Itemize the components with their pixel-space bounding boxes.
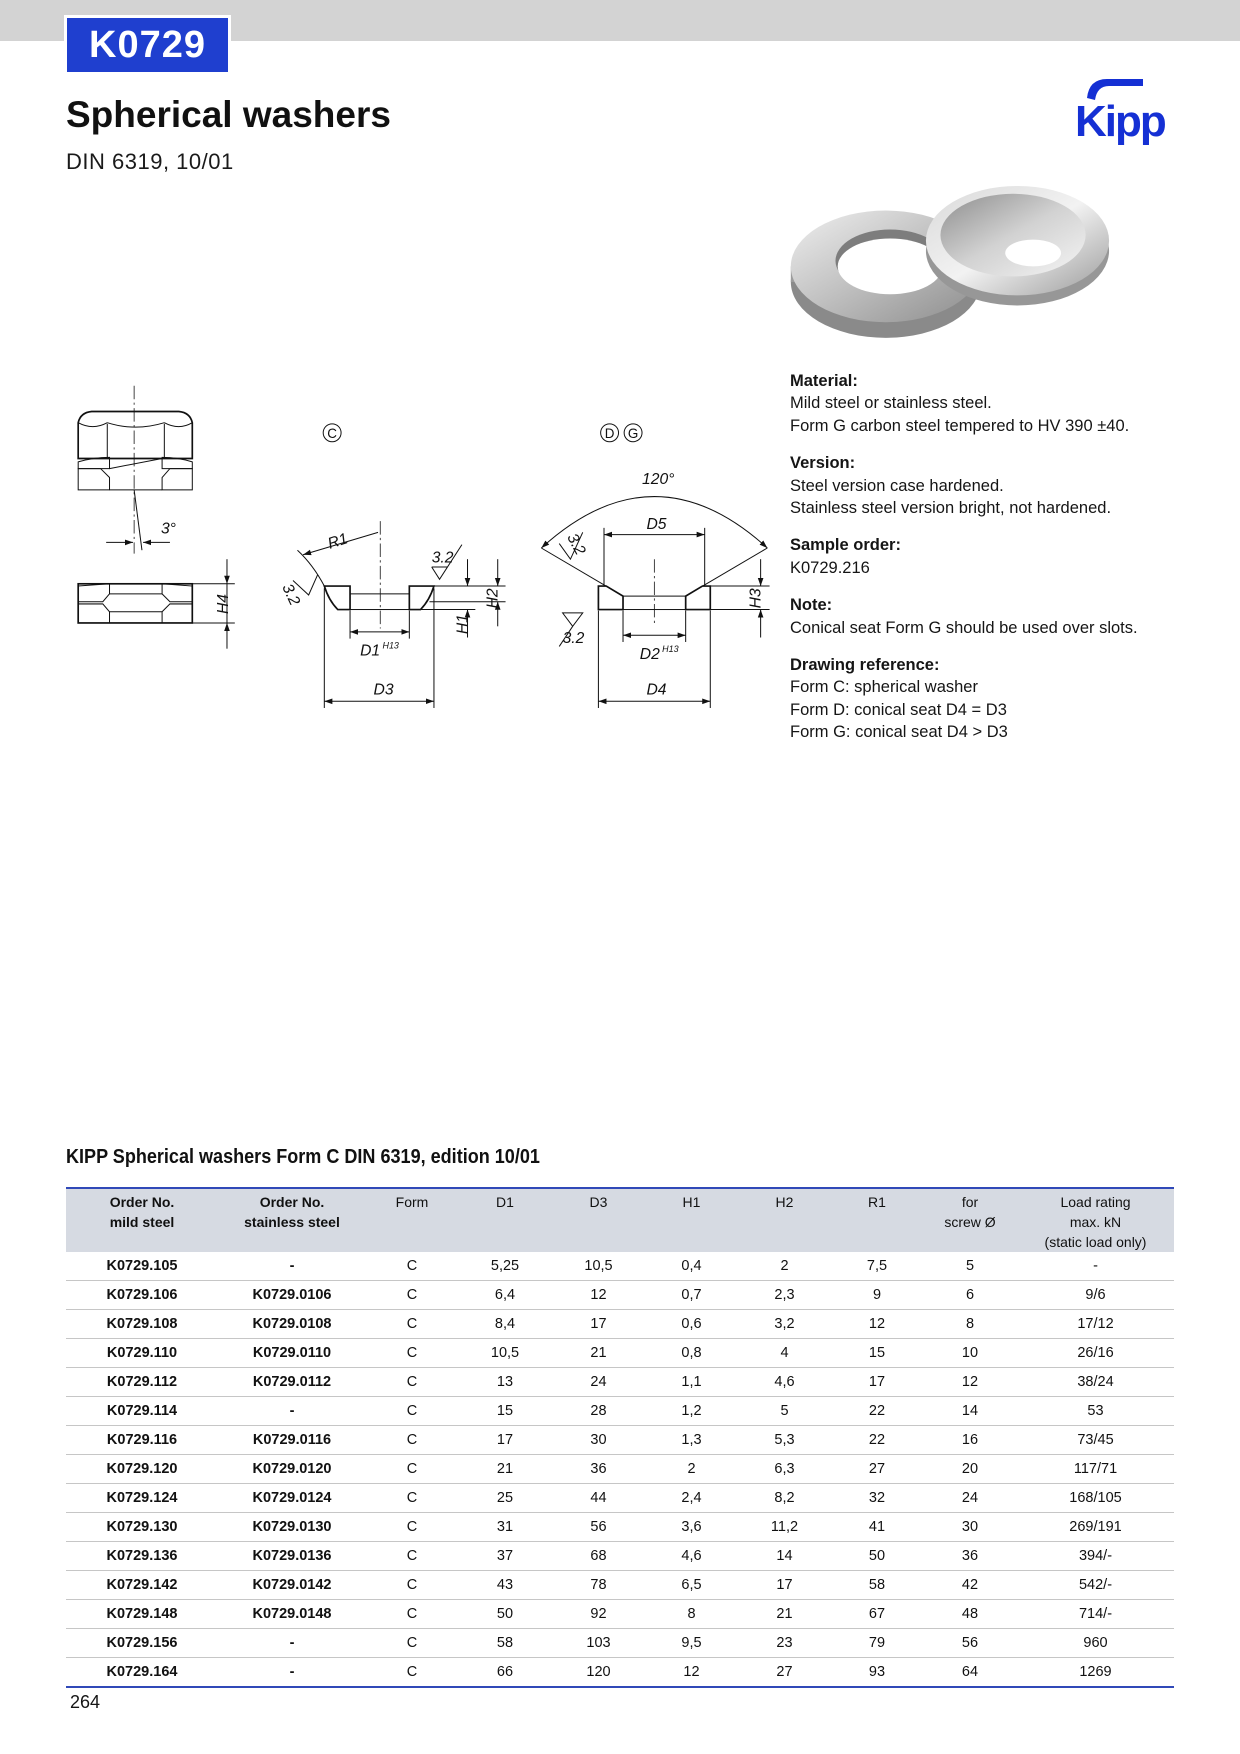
cell-order-no-stainless-steel: K0729.0142 <box>218 1571 366 1600</box>
col-header-d1 <box>458 1188 552 1252</box>
cell-d1: 66 <box>458 1658 552 1688</box>
col-header-order-no-stainless-steel <box>218 1188 366 1252</box>
cell-order-no-stainless-steel: K0729.0108 <box>218 1310 366 1339</box>
header-line: Load rating <box>1060 1194 1131 1210</box>
form-d-section-right <box>686 586 711 609</box>
d4-label: D4 <box>646 681 667 699</box>
table-row <box>66 1600 1174 1629</box>
cell-order-no-stainless-steel: - <box>289 1258 295 1274</box>
cell-h1: 12 <box>645 1658 738 1688</box>
header-line: D3 <box>589 1194 608 1210</box>
form-g-marker: G <box>627 425 639 441</box>
cell-order-no-mild-steel: K0729.136 <box>66 1542 218 1571</box>
cell-order-no-stainless-steel: K0729.0110 <box>218 1339 366 1368</box>
spec-line: Steel version case hardened. <box>790 476 1004 495</box>
spec-line: Conical seat Form G should be used over slots. <box>790 618 1138 637</box>
page-title: Spherical washers <box>66 94 391 135</box>
cell-d3: 44 <box>552 1484 645 1513</box>
washer-pair-section <box>78 584 192 623</box>
cell-h1: 3,6 <box>645 1513 738 1542</box>
cell-screw-size: 30 <box>923 1513 1017 1542</box>
cell-order-no-mild-steel: K0729.110 <box>66 1339 218 1368</box>
cell-order-no-stainless-steel: - <box>218 1658 366 1688</box>
table-row <box>66 1426 1174 1455</box>
cell-order-no-mild-steel: K0729.156 <box>66 1629 218 1658</box>
cell-d3: 30 <box>552 1426 645 1455</box>
cell-d1: 5,25 <box>490 1258 520 1274</box>
form-d-g-drawing <box>541 424 769 708</box>
cell-load-rating: 9/6 <box>1017 1281 1174 1310</box>
cell-h2: 5 <box>738 1397 831 1426</box>
cell-h2: 6,3 <box>738 1455 831 1484</box>
cell-form: C <box>366 1397 458 1426</box>
cell-r1: 7,5 <box>866 1258 888 1274</box>
form-c-drawing <box>278 424 505 708</box>
cell-h2: 17 <box>738 1571 831 1600</box>
cell-h2: 21 <box>738 1600 831 1629</box>
cell-order-no-mild-steel: K0729.105 <box>106 1258 178 1274</box>
cell-d3: 12 <box>552 1281 645 1310</box>
table-row <box>66 1339 1174 1368</box>
form-c-section-left <box>324 586 350 609</box>
cell-load-rating: 168/105 <box>1017 1484 1174 1513</box>
col-header-d3 <box>552 1188 645 1252</box>
tilt-angle-label: 3° <box>160 520 176 538</box>
cell-r1: 9 <box>831 1281 923 1310</box>
col-header-screw-size <box>923 1188 1017 1252</box>
col-header-r1 <box>831 1188 923 1252</box>
cell-order-no-mild-steel: K0729.124 <box>66 1484 218 1513</box>
technical-drawing <box>67 380 783 716</box>
cell-r1: 79 <box>831 1629 923 1658</box>
cell-h1: 4,6 <box>645 1542 738 1571</box>
cell-r1: 41 <box>831 1513 923 1542</box>
col-header-h1 <box>645 1188 738 1252</box>
d2-label: D2 <box>639 645 660 663</box>
header-line: H1 <box>682 1194 701 1210</box>
cell-d1: 37 <box>458 1542 552 1571</box>
header-line: max. kN <box>1069 1214 1122 1230</box>
header-line: Order No. <box>259 1194 325 1210</box>
roughness-label-cone: 3.2 <box>563 530 589 558</box>
col-header-load-rating <box>1017 1188 1174 1252</box>
cell-r1: 22 <box>831 1397 923 1426</box>
spec-heading: Drawing reference: <box>790 656 940 675</box>
cell-load-rating: 117/71 <box>1017 1455 1174 1484</box>
d3-label: D3 <box>373 681 394 699</box>
cell-form: C <box>366 1600 458 1629</box>
kipp-logo <box>1073 74 1185 158</box>
form-d-section-left <box>598 586 623 609</box>
cell-screw-size: 5 <box>965 1258 975 1274</box>
cell-order-no-mild-steel: K0729.114 <box>66 1397 218 1426</box>
header-line: (static load only) <box>1044 1234 1147 1250</box>
roughness-label-bottom: 3.2 <box>562 630 585 648</box>
cell-d1: 25 <box>458 1484 552 1513</box>
table-row <box>66 1252 1174 1281</box>
cell-order-no-stainless-steel: K0729.0130 <box>218 1513 366 1542</box>
cell-h2: 2 <box>780 1258 789 1274</box>
cell-d1: 13 <box>458 1368 552 1397</box>
spec-note <box>790 594 1220 639</box>
spec-heading: Note: <box>790 596 833 615</box>
cell-order-no-mild-steel: K0729.148 <box>66 1600 218 1629</box>
cell-order-no-stainless-steel: K0729.0120 <box>218 1455 366 1484</box>
header-line: D1 <box>496 1194 514 1210</box>
cell-order-no-mild-steel: K0729.164 <box>66 1658 218 1688</box>
cell-r1: 17 <box>831 1368 923 1397</box>
cell-h2: 23 <box>738 1629 831 1658</box>
r1-label: R1 <box>325 530 351 553</box>
page-number: 264 <box>70 1692 101 1712</box>
header-line: Order No. <box>109 1194 175 1210</box>
cell-d3: 78 <box>552 1571 645 1600</box>
cell-h2: 27 <box>738 1658 831 1688</box>
conical-seat-section <box>78 469 109 490</box>
cell-order-no-mild-steel: K0729.130 <box>66 1513 218 1542</box>
form-c-marker: C <box>327 425 337 441</box>
table-row <box>66 1397 1174 1426</box>
cell-r1: 32 <box>831 1484 923 1513</box>
cell-d1: 50 <box>458 1600 552 1629</box>
spec-material <box>790 370 1220 437</box>
cell-form: C <box>366 1368 458 1397</box>
cell-load-rating: 73/45 <box>1017 1426 1174 1455</box>
d1-label: D1 <box>360 642 381 660</box>
cell-d3: 10,5 <box>584 1258 613 1274</box>
cell-d3: 56 <box>552 1513 645 1542</box>
cell-d1: 15 <box>458 1397 552 1426</box>
cell-d3: 17 <box>552 1310 645 1339</box>
cell-r1: 22 <box>831 1426 923 1455</box>
d1-tolerance: H13 <box>382 640 399 651</box>
cell-form: C <box>366 1484 458 1513</box>
cell-d1: 17 <box>458 1426 552 1455</box>
spec-drawing-reference <box>790 654 1220 744</box>
cell-h2: 5,3 <box>738 1426 831 1455</box>
table-row <box>66 1455 1174 1484</box>
cell-d3: 36 <box>552 1455 645 1484</box>
cell-r1: 58 <box>831 1571 923 1600</box>
cell-r1: 67 <box>831 1600 923 1629</box>
cell-d3: 68 <box>552 1542 645 1571</box>
table-row <box>66 1310 1174 1339</box>
table-row <box>66 1484 1174 1513</box>
header-line: screw Ø <box>944 1214 996 1230</box>
cell-order-no-stainless-steel: - <box>218 1629 366 1658</box>
cell-load-rating: 714/- <box>1017 1600 1174 1629</box>
col-header-h2 <box>738 1188 831 1252</box>
cell-r1: 27 <box>831 1455 923 1484</box>
nut-assembly-view <box>78 386 235 649</box>
cell-load-rating: - <box>1093 1258 1098 1274</box>
standard-reference: DIN 6319, 10/01 <box>66 149 234 174</box>
cell-order-no-stainless-steel: K0729.0106 <box>218 1281 366 1310</box>
table-row <box>66 1368 1174 1397</box>
spec-line: Mild steel or stainless steel. <box>790 394 992 413</box>
cell-d3: 21 <box>552 1339 645 1368</box>
d5-label: D5 <box>646 515 667 533</box>
cell-screw-size: 48 <box>923 1600 1017 1629</box>
cell-d1: 58 <box>458 1629 552 1658</box>
cell-screw-size: 6 <box>923 1281 1017 1310</box>
header-line: stainless steel <box>244 1214 340 1230</box>
cell-screw-size: 20 <box>923 1455 1017 1484</box>
spec-heading: Sample order: <box>790 536 901 555</box>
cell-screw-size: 12 <box>923 1368 1017 1397</box>
cell-order-no-mild-steel: K0729.116 <box>66 1426 218 1455</box>
cell-screw-size: 36 <box>923 1542 1017 1571</box>
h4-label: H4 <box>215 593 233 615</box>
spec-heading: Material: <box>790 372 858 390</box>
cell-h1: 6,5 <box>645 1571 738 1600</box>
h2-label: H2 <box>484 588 502 609</box>
cell-h1: 8 <box>645 1600 738 1629</box>
cell-load-rating: 17/12 <box>1017 1310 1174 1339</box>
cell-screw-size: 24 <box>923 1484 1017 1513</box>
cell-screw-size: 42 <box>923 1571 1017 1600</box>
cell-order-no-mild-steel: K0729.106 <box>66 1281 218 1310</box>
cell-order-no-stainless-steel: K0729.0124 <box>218 1484 366 1513</box>
cell-load-rating: 26/16 <box>1017 1339 1174 1368</box>
cell-d3: 120 <box>552 1658 645 1688</box>
table-row <box>66 1658 1174 1688</box>
cone-angle-label: 120° <box>642 471 675 489</box>
cell-form: C <box>366 1542 458 1571</box>
roughness-label-top: 3.2 <box>431 549 454 567</box>
table-row <box>66 1513 1174 1542</box>
cell-h1: 1,1 <box>645 1368 738 1397</box>
cell-load-rating: 542/- <box>1017 1571 1174 1600</box>
cell-form: C <box>366 1310 458 1339</box>
cell-screw-size: 56 <box>923 1629 1017 1658</box>
cell-form: C <box>366 1426 458 1455</box>
cell-d3: 28 <box>552 1397 645 1426</box>
h1-label: H1 <box>454 614 472 635</box>
spec-line: Form G carbon steel tempered to HV 390 ±40. <box>790 416 1130 435</box>
cell-order-no-mild-steel: K0729.120 <box>66 1455 218 1484</box>
cell-d1: 6,4 <box>458 1281 552 1310</box>
cell-h2: 4,6 <box>738 1368 831 1397</box>
cell-d1: 21 <box>458 1455 552 1484</box>
product-table <box>66 1187 1174 1688</box>
header-line: R1 <box>868 1194 886 1210</box>
col-header-order-no-mild-steel <box>66 1188 218 1252</box>
cell-order-no-stainless-steel: K0729.0112 <box>218 1368 366 1397</box>
cell-d1: 10,5 <box>458 1339 552 1368</box>
cell-form: C <box>366 1629 458 1658</box>
cell-screw-size: 16 <box>923 1426 1017 1455</box>
cell-order-no-stainless-steel: K0729.0116 <box>218 1426 366 1455</box>
cell-h1: 9,5 <box>645 1629 738 1658</box>
cell-order-no-stainless-steel: - <box>218 1397 366 1426</box>
cell-order-no-mild-steel: K0729.108 <box>66 1310 218 1339</box>
logo-text: Kipp <box>1075 97 1165 146</box>
cell-d3: 24 <box>552 1368 645 1397</box>
cell-order-no-mild-steel: K0729.112 <box>66 1368 218 1397</box>
cell-h1: 2,4 <box>645 1484 738 1513</box>
table-body <box>66 1252 1174 1687</box>
cell-r1: 50 <box>831 1542 923 1571</box>
spec-sample-order <box>790 534 1220 579</box>
cell-h1: 0,8 <box>645 1339 738 1368</box>
table-row <box>66 1281 1174 1310</box>
header-line: H2 <box>775 1194 794 1210</box>
cell-form: C <box>366 1658 458 1688</box>
cell-screw-size: 10 <box>923 1339 1017 1368</box>
cell-screw-size: 64 <box>923 1658 1017 1688</box>
cell-screw-size: 14 <box>923 1397 1017 1426</box>
cell-r1: 15 <box>831 1339 923 1368</box>
cell-load-rating: 1269 <box>1017 1658 1174 1688</box>
form-c-section-right <box>409 586 434 609</box>
cell-h1: 1,3 <box>645 1426 738 1455</box>
table-row <box>66 1542 1174 1571</box>
cell-d1: 8,4 <box>458 1310 552 1339</box>
cell-form: C <box>366 1281 458 1310</box>
cell-h2: 8,2 <box>738 1484 831 1513</box>
conical-washer-photo <box>926 186 1109 305</box>
cell-h2: 2,3 <box>738 1281 831 1310</box>
product-code-badge: K0729 <box>64 15 231 75</box>
cell-load-rating: 269/191 <box>1017 1513 1174 1542</box>
table-row <box>66 1571 1174 1600</box>
spec-version <box>790 452 1220 519</box>
cell-load-rating: 960 <box>1017 1629 1174 1658</box>
cell-h2: 3,2 <box>738 1310 831 1339</box>
cell-d1: 31 <box>458 1513 552 1542</box>
header-line: for <box>961 1194 979 1210</box>
specifications <box>790 370 1220 759</box>
table-title: KIPP Spherical washers Form C DIN 6319, edition 10/01 <box>66 1145 540 1168</box>
cell-h1: 0,7 <box>645 1281 738 1310</box>
header-line: Form <box>395 1194 429 1210</box>
spec-line: K0729.216 <box>790 558 870 577</box>
cell-load-rating: 394/- <box>1017 1542 1174 1571</box>
cell-order-no-mild-steel: K0729.142 <box>66 1571 218 1600</box>
form-d-marker: D <box>604 425 615 441</box>
cell-load-rating: 38/24 <box>1017 1368 1174 1397</box>
cell-r1: 93 <box>831 1658 923 1688</box>
spec-line: Form D: conical seat D4 = D3 <box>790 700 1007 719</box>
cell-h1: 2 <box>645 1455 738 1484</box>
cell-form: C <box>366 1571 458 1600</box>
cell-form: C <box>366 1455 458 1484</box>
cell-screw-size: 8 <box>923 1310 1017 1339</box>
cell-load-rating: 53 <box>1017 1397 1174 1426</box>
cell-form: C <box>366 1339 458 1368</box>
cell-order-no-stainless-steel: K0729.0136 <box>218 1542 366 1571</box>
cell-h2: 4 <box>738 1339 831 1368</box>
col-header-form <box>366 1188 458 1252</box>
header-line: mild steel <box>109 1214 175 1230</box>
hex-nut <box>78 412 192 459</box>
spec-line: Stainless steel version bright, not hardened. <box>790 499 1112 518</box>
cell-h2: 11,2 <box>738 1513 831 1542</box>
h3-label: H3 <box>747 588 765 609</box>
product-photo <box>783 177 1118 339</box>
spec-heading: Version: <box>790 454 856 473</box>
cell-r1: 12 <box>831 1310 923 1339</box>
cell-d3: 103 <box>552 1629 645 1658</box>
d2-tolerance: H13 <box>662 644 679 655</box>
roughness-label-left: 3.2 <box>278 581 303 609</box>
cell-h1: 0,4 <box>681 1258 702 1274</box>
table-row <box>66 1629 1174 1658</box>
cell-form: C <box>366 1513 458 1542</box>
cell-h1: 1,2 <box>645 1397 738 1426</box>
table-header-row <box>66 1188 1174 1252</box>
cell-order-no-stainless-steel: K0729.0148 <box>218 1600 366 1629</box>
cell-h2: 14 <box>738 1542 831 1571</box>
cell-form: C <box>406 1258 418 1274</box>
spec-line: Form C: spherical washer <box>790 678 978 697</box>
cell-h1: 0,6 <box>645 1310 738 1339</box>
spec-line: Form G: conical seat D4 > D3 <box>790 723 1008 742</box>
cell-d1: 43 <box>458 1571 552 1600</box>
cell-d3: 92 <box>552 1600 645 1629</box>
